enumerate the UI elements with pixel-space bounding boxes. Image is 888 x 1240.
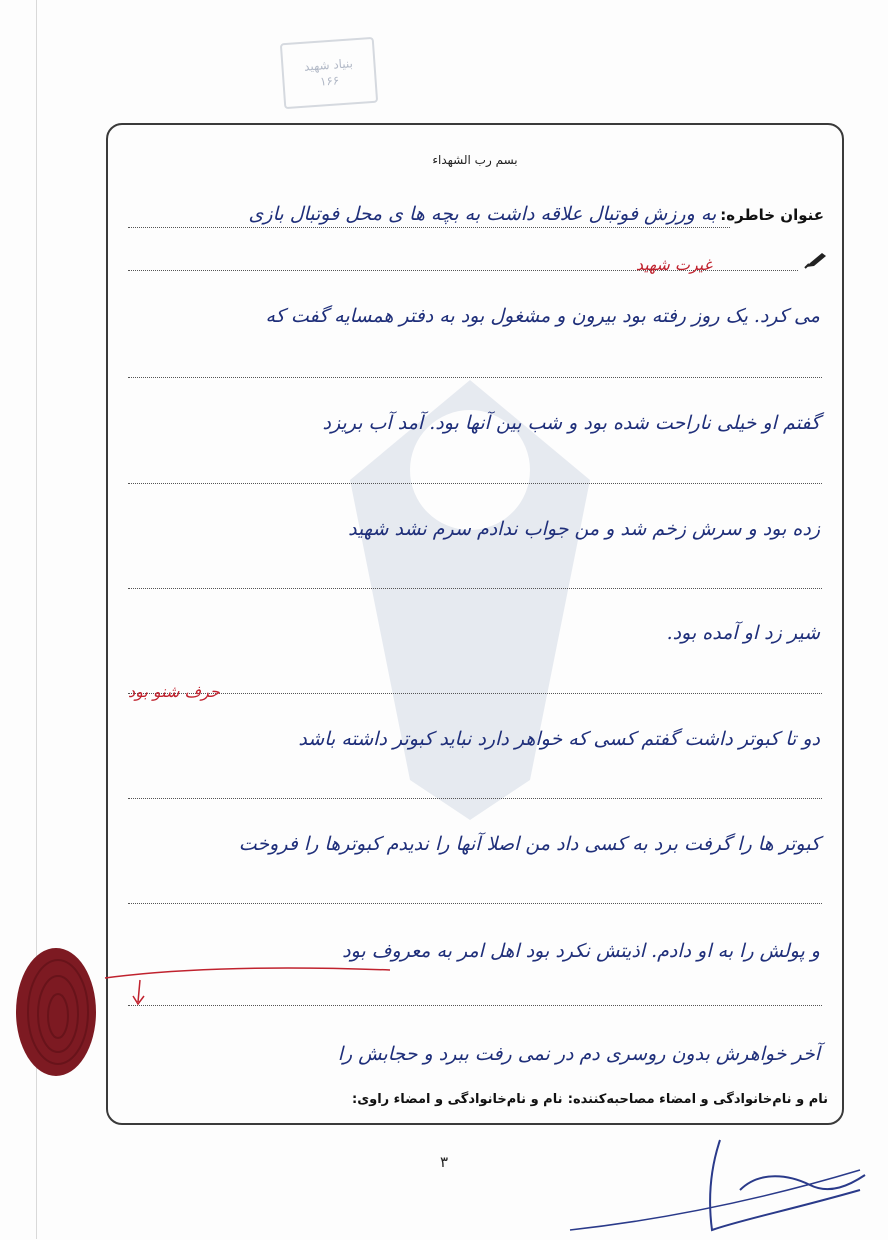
dotted-line — [128, 903, 822, 904]
stamp-line-1: بنیاد شهید — [303, 56, 354, 74]
interviewer-signature-label: نام و نام‌خانوادگی و امضاء مصاحبه‌کننده: — [567, 1092, 828, 1107]
memory-title-row — [249, 203, 824, 225]
signature-mark — [560, 1130, 880, 1240]
red-note-1: غیرت شهید — [635, 255, 712, 274]
memory-line-7: و پولش را به او دادم. اذیتش نکرد بود اهل امر به معروف بود — [342, 940, 820, 962]
memory-line-2: گفتم او خیلی ناراحت شده بود و شب بین آنها بود. آمد آب بریزد — [322, 412, 820, 434]
dotted-line — [128, 798, 822, 799]
memory-line-8: آخر خواهرش بدون روسری دم در نمی رفت ببرد و حجابش را — [337, 1043, 820, 1065]
basmala-header: بسم رب الشهداء — [432, 153, 518, 167]
pen-icon — [804, 251, 828, 269]
red-note-2: حرف شنو بود — [128, 682, 220, 701]
dotted-line — [128, 693, 822, 694]
page-number: ۳ — [439, 1153, 449, 1171]
memory-line-4: شیر زد او آمده بود. — [666, 622, 820, 644]
dotted-line — [128, 588, 822, 589]
stamp-line-2: ۱۶۶ — [319, 73, 340, 89]
memory-title-label: عنوان خاطره: — [720, 206, 824, 224]
dotted-line — [128, 483, 822, 484]
memory-line-3: زده بود و سرش زخم شد و من جواب ندادم سرم نشد شهید — [348, 518, 820, 540]
memory-line-1: می کرد. یک روز رفته بود بیرون و مشغول بود به دفتر همسایه گفت که — [265, 305, 820, 327]
memory-title-value: به ورزش فوتبال علاقه داشت به بچه ها ی محل فوتبال بازی — [248, 203, 717, 225]
dotted-line — [128, 227, 730, 228]
memory-line-6: کبوتر ها را گرفت برد به کسی داد من اصلا آنها را ندیدم کبوترها را فروخت — [238, 833, 820, 855]
red-annotation-stroke — [100, 950, 400, 1010]
dotted-line — [128, 377, 822, 378]
receipt-stamp — [280, 37, 378, 109]
memory-line-5: دو تا کبوتر داشت گفتم کسی که خواهر دارد نباید کبوتر داشته باشد — [298, 728, 820, 750]
fingerprint-mark — [6, 942, 98, 1080]
narrator-signature-label: نام و نام‌خانوادگی و امضاء راوی: — [352, 1092, 563, 1107]
